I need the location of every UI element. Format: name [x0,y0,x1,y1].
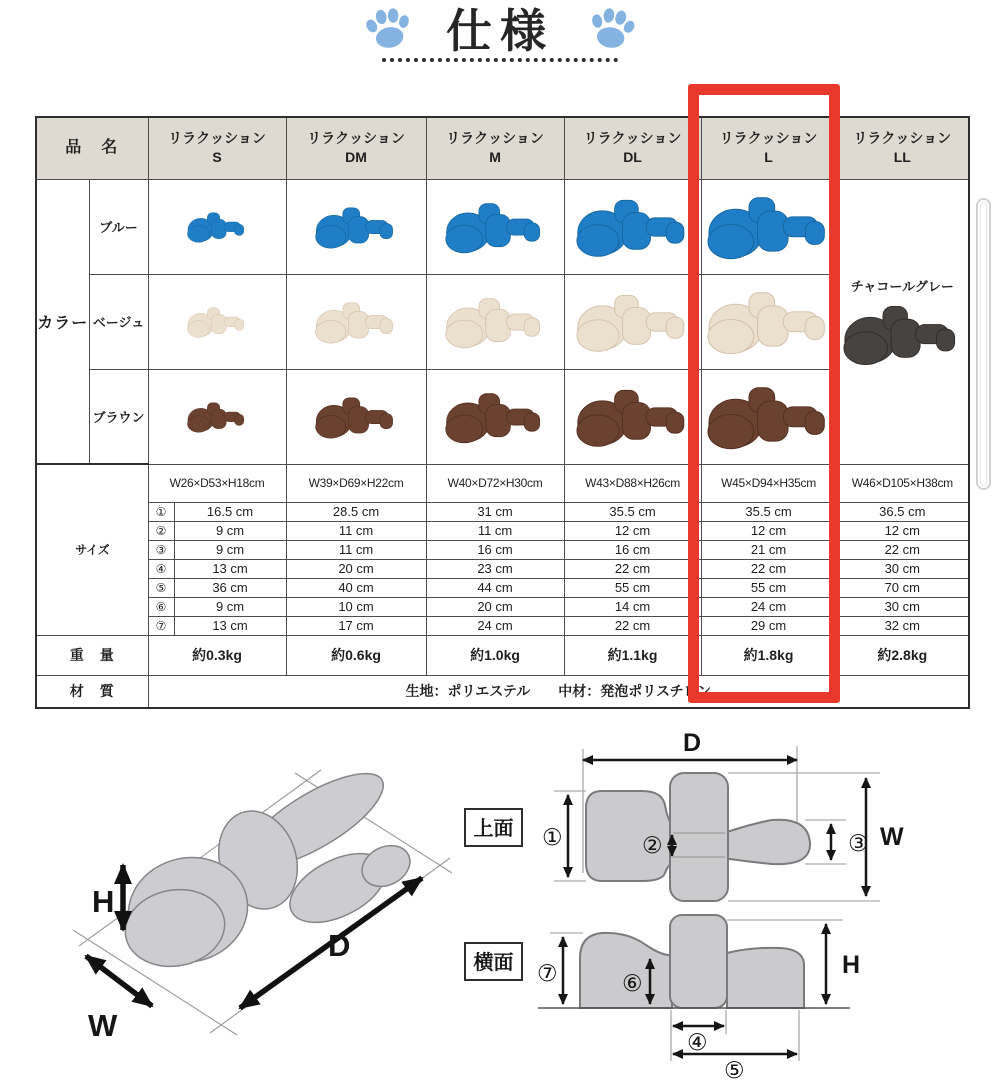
column-header-dm [286,117,426,179]
w-label: W [88,1008,118,1043]
measurement-m-7: 24 cm [426,616,564,635]
color-label-beige: ベージュ [89,274,148,369]
dim1-label: ① [542,824,563,850]
cushion-cell-s-brown [148,369,286,464]
row-number-6: ⑥ [148,597,174,616]
measurement-ll-4: 30 cm [836,559,969,578]
cushion-image-s-blue [187,210,247,243]
dimensions-m: W40×D72×H30cm [426,464,564,502]
cushion-image-l-blue [707,192,831,261]
color-label-charcoal: チャコールグレー [850,279,954,295]
measurement-m-5: 44 cm [426,578,564,597]
measurement-dm-6: 10 cm [286,597,426,616]
measurement-s-4: 13 cm [174,559,286,578]
w-label-top: W [880,823,904,851]
weight-ll: 約2.8kg [836,635,969,675]
cushion-cell-ll-charcoal [836,179,969,464]
side-view-diagram [450,903,1000,1080]
column-header-dl [564,117,701,179]
cushion-cell-dm-blue [286,179,426,274]
cushion-image-m-beige [445,294,545,349]
cushion-image-l-beige [707,287,831,356]
measurement-ll-5: 70 cm [836,578,969,597]
measurement-s-7: 13 cm [174,616,286,635]
color-label-blue: ブルー [89,179,148,274]
dim6-label: ⑥ [622,970,643,996]
page-header [0,0,1000,56]
product-name-header: 品 名 [36,117,148,179]
cushion-3d-shape [117,757,417,975]
dim5-label: ⑤ [724,1057,745,1080]
brand-name: リラクッション [446,129,544,146]
cushion-cell-m-beige [426,274,564,369]
dimensions-ll: W46×D105×H38cm [836,464,969,502]
cushion-image-dl-brown [576,385,690,448]
measurement-dm-3: 11 cm [286,540,426,559]
measurement-dl-3: 16 cm [564,540,701,559]
spec-table-container [35,116,970,709]
cushion-image-m-blue [445,199,545,254]
row-number-7: ⑦ [148,616,174,635]
spec-table [35,116,970,709]
measurement-l-5: 55 cm [701,578,836,597]
measurement-l-7: 29 cm [701,616,836,635]
dimensions-s: W26×D53×H18cm [148,464,286,502]
measurement-ll-7: 32 cm [836,616,969,635]
color-row-label: カラー [36,179,89,464]
measurement-dl-7: 22 cm [564,616,701,635]
cushion-cell-dl-beige [564,274,701,369]
d-label-top: D [683,733,702,757]
brand-name: リラクッション [307,129,405,146]
size-name-s: S [212,149,222,166]
measurement-m-2: 11 cm [426,521,564,540]
row-number-3: ③ [148,540,174,559]
cushion-image-ll-charcoal [843,301,961,366]
measurement-s-5: 36 cm [174,578,286,597]
weight-m: 約1.0kg [426,635,564,675]
measurement-m-4: 23 cm [426,559,564,578]
top-view-center-cushion [670,773,728,901]
measurement-m-6: 20 cm [426,597,564,616]
measurement-l-1: 35.5 cm [701,502,836,521]
brand-name: リラクッション [719,129,818,146]
weight-dl: 約1.1kg [564,635,701,675]
size-name-dm: DM [345,149,367,166]
measurement-ll-3: 22 cm [836,540,969,559]
cushion-cell-s-beige [148,274,286,369]
cushion-image-m-brown [445,389,545,444]
measurement-s-3: 9 cm [174,540,286,559]
scrollbar-thumb[interactable] [976,198,991,490]
cushion-cell-l-beige [701,274,836,369]
measurement-dm-4: 20 cm [286,559,426,578]
paw-icon-left [361,2,416,54]
brand-name: リラクッション [583,129,682,146]
cushion-image-dl-blue [576,195,690,258]
cushion-cell-l-brown [701,369,836,464]
brand-name: リラクッション [853,129,952,146]
weight-row-label: 重 量 [36,635,148,675]
h-label: H [92,884,115,919]
material-row-label: 材 質 [36,675,148,708]
row-number-5: ⑤ [148,578,174,597]
cushion-cell-dl-blue [564,179,701,274]
cushion-cell-dm-beige [286,274,426,369]
measurement-m-3: 16 cm [426,540,564,559]
row-number-1: ① [148,502,174,521]
cushion-cell-dm-brown [286,369,426,464]
weight-s: 約0.3kg [148,635,286,675]
material-value: 生地：ポリエステル 中材：発泡ポリスチレン [148,675,969,708]
measurement-ll-6: 30 cm [836,597,969,616]
size-name-dl: DL [623,149,642,166]
cushion-cell-dl-brown [564,369,701,464]
measurement-dl-4: 22 cm [564,559,701,578]
dimensions-l: W45×D94×H35cm [701,464,836,502]
measurement-dl-1: 35.5 cm [564,502,701,521]
row-number-4: ④ [148,559,174,578]
size-name-m: M [489,149,501,166]
cushion-image-dm-beige [315,299,397,344]
measurement-dm-5: 40 cm [286,578,426,597]
measurement-dl-5: 55 cm [564,578,701,597]
cushion-cell-l-blue [701,179,836,274]
weight-dm: 約0.6kg [286,635,426,675]
top-view-label: 上面 [473,818,514,840]
dim4-label: ④ [687,1029,708,1055]
size-name-l: L [764,149,773,166]
measurement-dm-2: 11 cm [286,521,426,540]
dim7-label: ⑦ [537,960,558,986]
column-header-ll [836,117,969,179]
size-name-ll: LL [893,149,911,166]
side-view-center-cushion [670,915,727,1008]
measurement-dm-1: 28.5 cm [286,502,426,521]
measurement-ll-1: 36.5 cm [836,502,969,521]
measurement-l-2: 12 cm [701,521,836,540]
page-title: 仕様 [446,5,554,57]
measurement-s-2: 9 cm [174,521,286,540]
cushion-cell-m-brown [426,369,564,464]
color-label-brown: ブラウン [89,369,148,464]
cushion-image-dl-beige [576,290,690,353]
cushion-image-l-brown [707,382,831,451]
column-header-m [426,117,564,179]
measurement-l-6: 24 cm [701,597,836,616]
dim3-label: ③ [848,830,869,856]
h-label-side: H [842,951,861,979]
cushion-image-dm-blue [315,204,397,249]
measurement-dl-6: 14 cm [564,597,701,616]
cushion-cell-m-blue [426,179,564,274]
measurement-dm-7: 17 cm [286,616,426,635]
dim2-label: ② [642,832,663,858]
w-dimension-arrow [86,956,152,1006]
measurement-s-6: 9 cm [174,597,286,616]
cushion-image-s-beige [187,305,247,338]
top-view-diagram [450,733,1000,905]
measurement-ll-2: 12 cm [836,521,969,540]
cushion-image-s-brown [187,400,247,433]
measurement-m-1: 31 cm [426,502,564,521]
row-number-2: ② [148,521,174,540]
column-header-l [701,117,836,179]
column-header-s [148,117,286,179]
measurement-s-1: 16.5 cm [174,502,286,521]
d-label: D [328,928,351,963]
paw-icon-right [585,3,639,53]
dimensions-dl: W43×D88×H26cm [564,464,701,502]
isometric-dimension-diagram [70,740,470,1075]
side-view-label: 横面 [473,952,514,974]
measurement-l-4: 22 cm [701,559,836,578]
cushion-cell-s-blue [148,179,286,274]
size-row-label: サイズ [36,464,148,635]
dotted-divider [382,56,618,62]
side-view-right-cushion [727,948,804,1008]
measurement-l-3: 21 cm [701,540,836,559]
measurement-dl-2: 12 cm [564,521,701,540]
cushion-image-dm-brown [315,394,397,439]
weight-l: 約1.8kg [701,635,836,675]
brand-name: リラクッション [168,129,266,146]
dimensions-dm: W39×D69×H22cm [286,464,426,502]
